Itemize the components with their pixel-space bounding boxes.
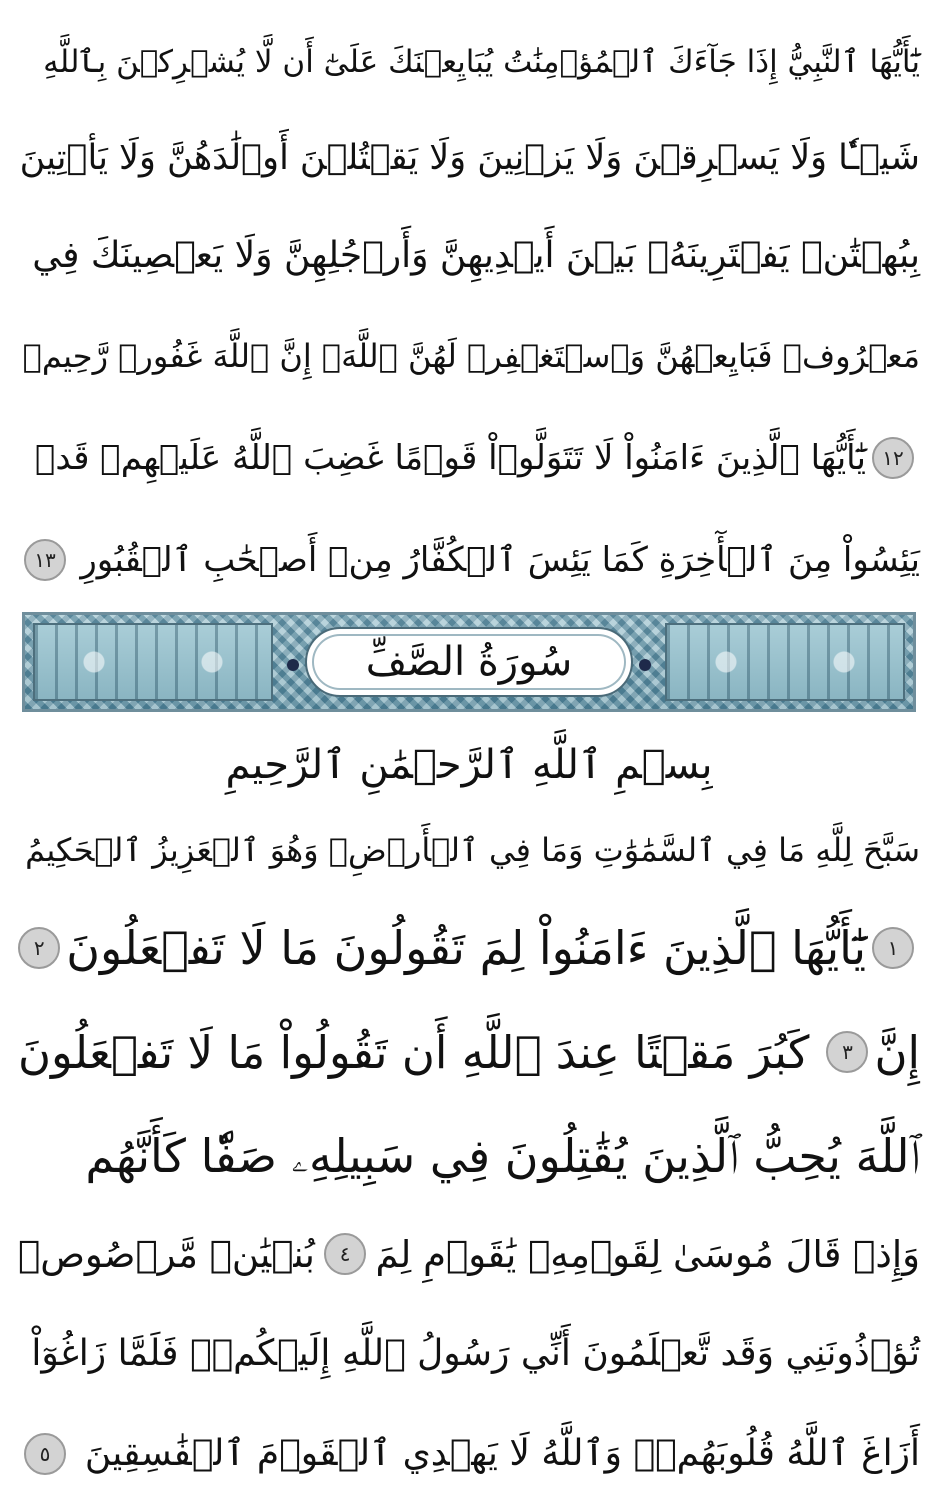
- verse-line-6: [18, 516, 920, 604]
- ornament-dot-icon: [287, 659, 299, 671]
- surah-header-banner: [22, 612, 916, 712]
- verse-text: تُؤۡذُونَنِي وَقَد تَّعۡلَمُونَ أَنِّي رَسُولُ ٱللَّهِ إِلَيۡكُمۡۖ فَلَمَّا زَاغُوٓاْ: [31, 1333, 920, 1374]
- verse-line-2: [18, 114, 920, 202]
- verse-text: يَٰٓأَيُّهَا ٱلَّذِينَ ءَامَنُواْ لَا تَتَوَلَّوۡاْ قَوۡمًا غَضِبَ ٱللَّهُ عَلَيۡهِمۡ قَدۡ: [34, 438, 866, 478]
- ayah-number-marker: ١٢: [872, 437, 914, 479]
- verse-text: يَٰٓأَيُّهَا ٱلنَّبِيُّ إِذَا جَآءَكَ ٱلۡمُؤۡمِنَٰتُ يُبَايِعۡنَكَ عَلَىٰٓ أَن لَّا يُشۡرِكۡنَ بِٱللَّهِ: [43, 43, 920, 80]
- verse-text: سَبَّحَ لِلَّهِ مَا فِي ٱلسَّمَٰوَٰتِ وَمَا فِي ٱلۡأَرۡضِۖ وَهُوَ ٱلۡعَزِيزُ ٱلۡحَكِيمُ: [25, 831, 920, 869]
- verse-text: بِبُهۡتَٰنٖ يَفۡتَرِينَهُۥ بَيۡنَ أَيۡدِيهِنَّ وَأَرۡجُلِهِنَّ وَلَا يَعۡصِينَكَ فِي: [32, 235, 920, 276]
- verse-line-11: [18, 1210, 920, 1298]
- verse-tail: إِنَّ: [874, 1025, 920, 1079]
- ornament-dot-icon: [639, 659, 651, 671]
- verse-line-12: [18, 1310, 920, 1398]
- ornament-panel-left: [33, 623, 273, 701]
- verse-text: يَئِسُواْ مِنَ ٱلۡأٓخِرَةِ كَمَا يَئِسَ ٱلۡكُفَّارُ مِنۡ أَصۡحَٰبِ ٱلۡقُبُورِ: [80, 540, 920, 580]
- verse-line-9: [18, 1008, 920, 1096]
- verse-text: شَيۡـٔٗا وَلَا يَسۡرِقۡنَ وَلَا يَزۡنِينَ وَلَا يَقۡتُلۡنَ أَوۡلَٰدَهُنَّ وَلَا يَأۡتِينَ: [19, 137, 920, 178]
- verse-text: يَٰٓأَيُّهَا ٱلَّذِينَ ءَامَنُواْ لِمَ تَقُولُونَ مَا لَا تَفۡعَلُونَ: [66, 921, 866, 975]
- verse-text: ٱللَّهَ يُحِبُّ ٱلَّذِينَ يُقَٰتِلُونَ فِي سَبِيلِهِۦ صَفّٗا كَأَنَّهُم: [85, 1129, 920, 1183]
- ayah-number-marker: ٤: [324, 1233, 366, 1275]
- verse-text: مَعۡرُوفٖ فَبَايِعۡهُنَّ وَٱسۡتَغۡفِرۡ لَهُنَّ ٱللَّهَۚ إِنَّ ٱللَّهَ غَفُورٞ رَّحِيمٞ: [22, 337, 920, 375]
- surah-title: سُورَةُ الصَّفِّ: [365, 639, 573, 685]
- verse-line-13: [18, 1410, 920, 1498]
- verse-line-10: [18, 1112, 920, 1200]
- verse-text: أَزَاغَ ٱللَّهُ قُلُوبَهُمۡۚ وَٱللَّهُ لَا يَهۡدِي ٱلۡقَوۡمَ ٱلۡفَٰسِقِينَ: [84, 1433, 920, 1474]
- verse-text: كَبُرَ مَقۡتًا عِندَ ٱللَّهِ أَن تَقُولُواْ مَا لَا تَفۡعَلُونَ: [18, 1025, 810, 1079]
- verse-tail: وَإِذۡ قَالَ مُوسَىٰ لِقَوۡمِهِۦ يَٰقَوۡمِ لِمَ: [375, 1232, 920, 1276]
- verse-line-7: [18, 806, 920, 894]
- verse-line-8: [18, 904, 920, 992]
- verse-text: بُنۡيَٰنٞ مَّرۡصُوصٞ: [18, 1232, 315, 1276]
- verse-line-1: [18, 18, 920, 106]
- surah-title-frame: [305, 627, 633, 697]
- verse-line-4: [18, 312, 920, 400]
- ornament-panel-right: [665, 623, 905, 701]
- ayah-number-marker: ٣: [826, 1031, 868, 1073]
- ayah-number-marker: ١: [872, 927, 914, 969]
- ayah-number-marker: ٥: [24, 1433, 66, 1475]
- verse-line-5: [18, 414, 920, 502]
- verse-line-3: [18, 212, 920, 300]
- basmala: بِسۡمِ ٱللَّهِ ٱلرَّحۡمَٰنِ ٱلرَّحِيمِ: [225, 742, 713, 788]
- ayah-number-marker: ٢: [18, 927, 60, 969]
- ayah-number-marker: ١٣: [24, 539, 66, 581]
